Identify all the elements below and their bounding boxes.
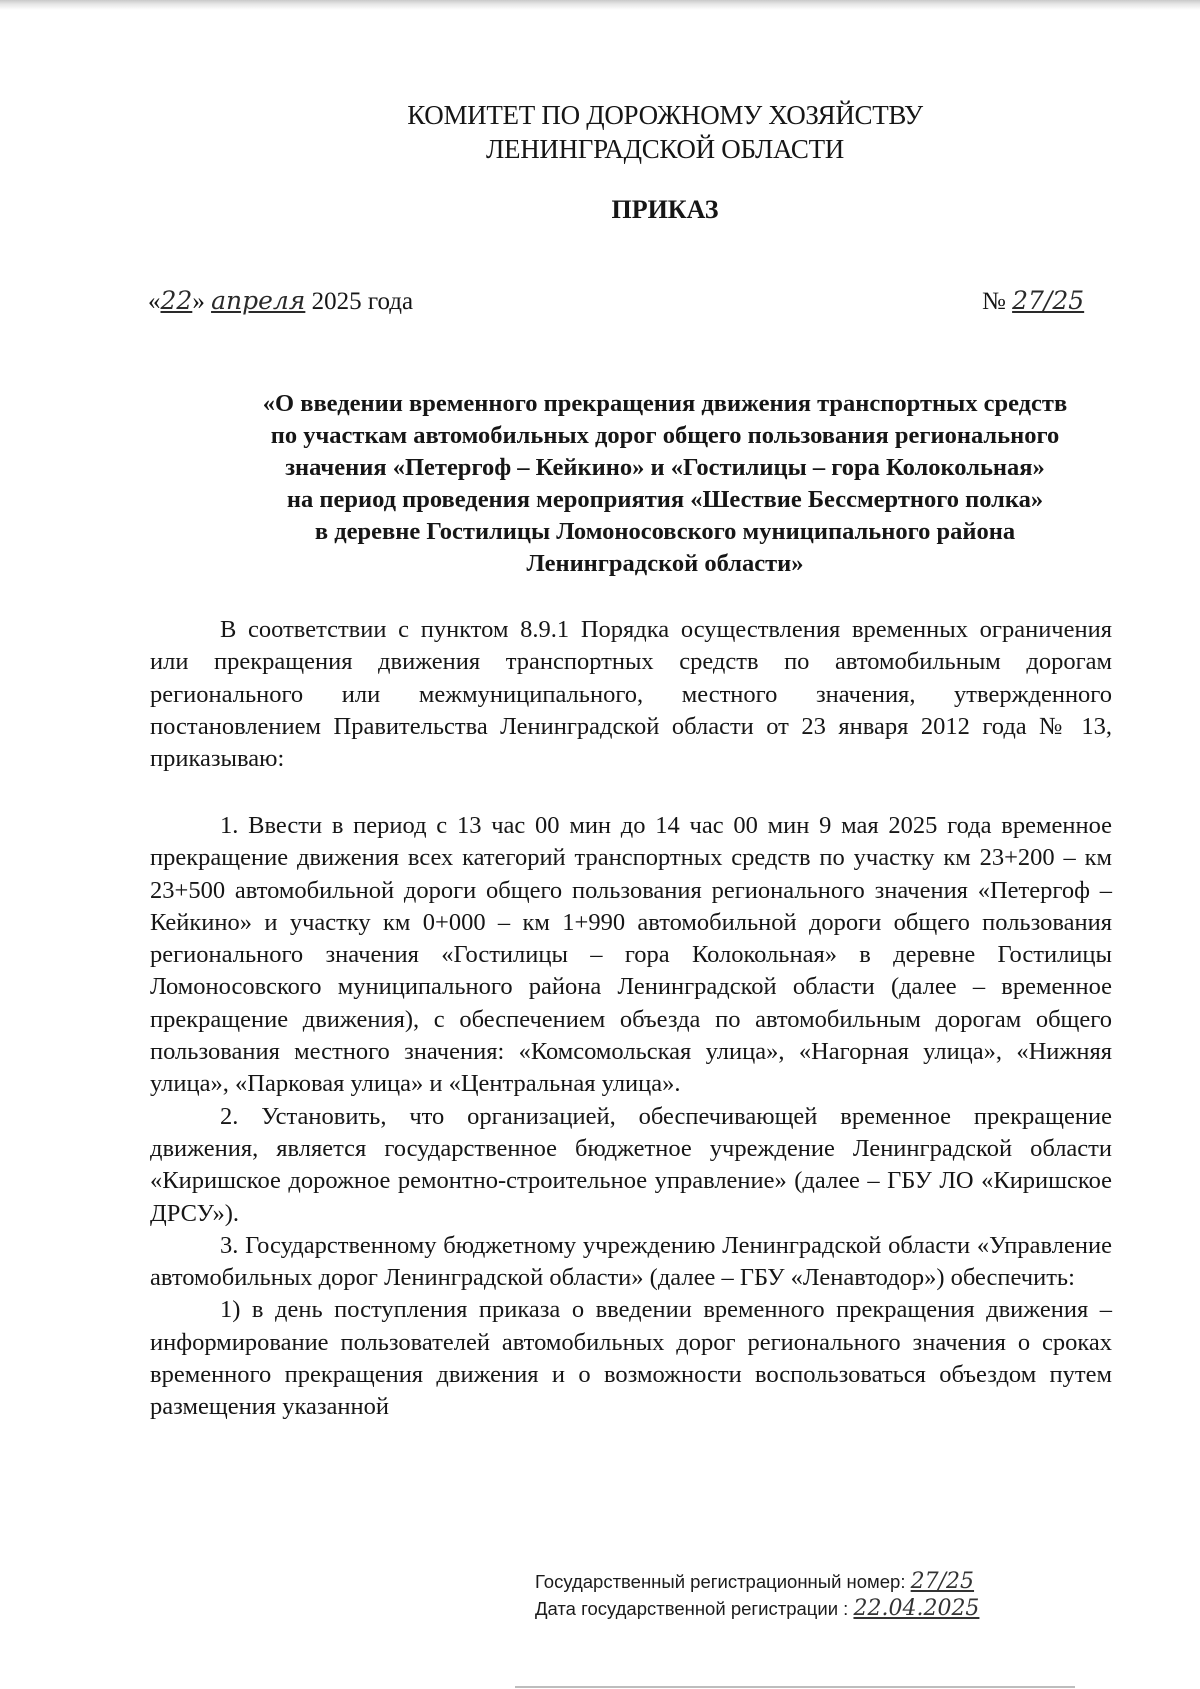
committee-name-line-2: ЛЕНИНГРАДСКОЙ ОБЛАСТИ [486,134,844,164]
registration-number-row [535,1568,1031,1595]
date-year: 2025 года [311,288,414,315]
title-line: значения «Петергоф – Кейкино» и «Гостилицы – гора Колокольная» [285,454,1045,481]
order-items [150,810,1112,1424]
scan-top-edge [0,0,1200,10]
order-item-1: 1. Ввести в период с 13 час 00 мин до 14 час 00 мин 9 мая 2025 года временное прекращение движения всех категорий транспортных средств по участку км 23+200 – км 23+500 автомобильной дороги общего пользования регионального значения «Петергоф – Кейкино» и участку км 0+000 – км 1+990 автомобильной дороги общего пользования регионального значения «Гостилицы – гора Колокольная» в деревне Гостилицы Ломоносовского муниципального района Ленинградской области (далее – временное прекращение движения), с обеспечением объезда по автомобильным дорогам общего пользования местного значения: «Комсомольская улица», «Нагорная улица», «Нижняя улица», «Парковая улица» и «Центральная улица». [150,812,1112,1098]
order-title [150,388,1180,580]
order-subitem-1: 1) в день поступления приказа о введении временного прекращения движения – информирование пользователей автомобильных дорог регионального значения о сроках временного прекращения движения и о возможности воспользоваться объездом путем размещения указанной [150,1296,1112,1421]
date-day-handwritten: 22 [160,286,193,315]
registration-number-label: Государственный регистрационный номер: [535,1571,906,1592]
preamble-paragraph: В соответствии с пунктом 8.9.1 Порядка осуществления временных ограничения или прекращения движения транспортных средств по автомобильным дорогам регионального или межмуниципального, местного значения, утвержденного постановлением Правительства Ленинградской области от 23 января 2012 года № 13, приказываю: [150,616,1112,773]
document-type: ПРИКАЗ [611,195,719,224]
order-item-3: 3. Государственному бюджетному учреждению Ленинградской области «Управление автомобильных дорог Ленинградской области» (далее – ГБУ «Ленавтодор») обеспечить: [150,1231,1112,1292]
order-date [148,286,413,316]
date-close-quote: » [192,288,205,315]
number-sign: № [982,288,1006,315]
title-line: по участкам автомобильных дорог общего пользования регионального [270,422,1060,449]
committee-name-line-1: КОМИТЕТ ПО ДОРОЖНОМУ ХОЗЯЙСТВУ [407,100,923,130]
title-line: в деревне Гостилицы Ломоносовского муниципального района [314,518,1016,545]
title-line: «О введении временного прекращения движения транспортных средств [262,390,1068,417]
registration-number-value: 27/25 [910,1569,975,1594]
number-handwritten: 27/25 [1012,286,1085,315]
order-item-2: 2. Установить, что организацией, обеспечивающей временное прекращение движения, является государственное бюджетное учреждение Ленинградской области «Киришское дорожное ремонтно-строительное управление» (далее – ГБУ ЛО «Киришское ДРСУ»). [150,1102,1112,1227]
order-number [982,286,1084,316]
date-month-handwritten: апреля [211,286,306,315]
registration-date-label: Дата государственной регистрации : [535,1598,849,1619]
registration-date-row [535,1595,1031,1622]
registration-date-value: 22.04.2025 [853,1596,980,1621]
registration-stamp [535,1568,1031,1622]
scan-bottom-edge [515,1686,1075,1688]
title-line: Ленинградской области» [526,550,804,577]
title-line: на период проведения мероприятия «Шествие Бессмертного полка» [286,486,1044,513]
date-open-quote: « [148,288,161,315]
preamble [150,614,1112,775]
